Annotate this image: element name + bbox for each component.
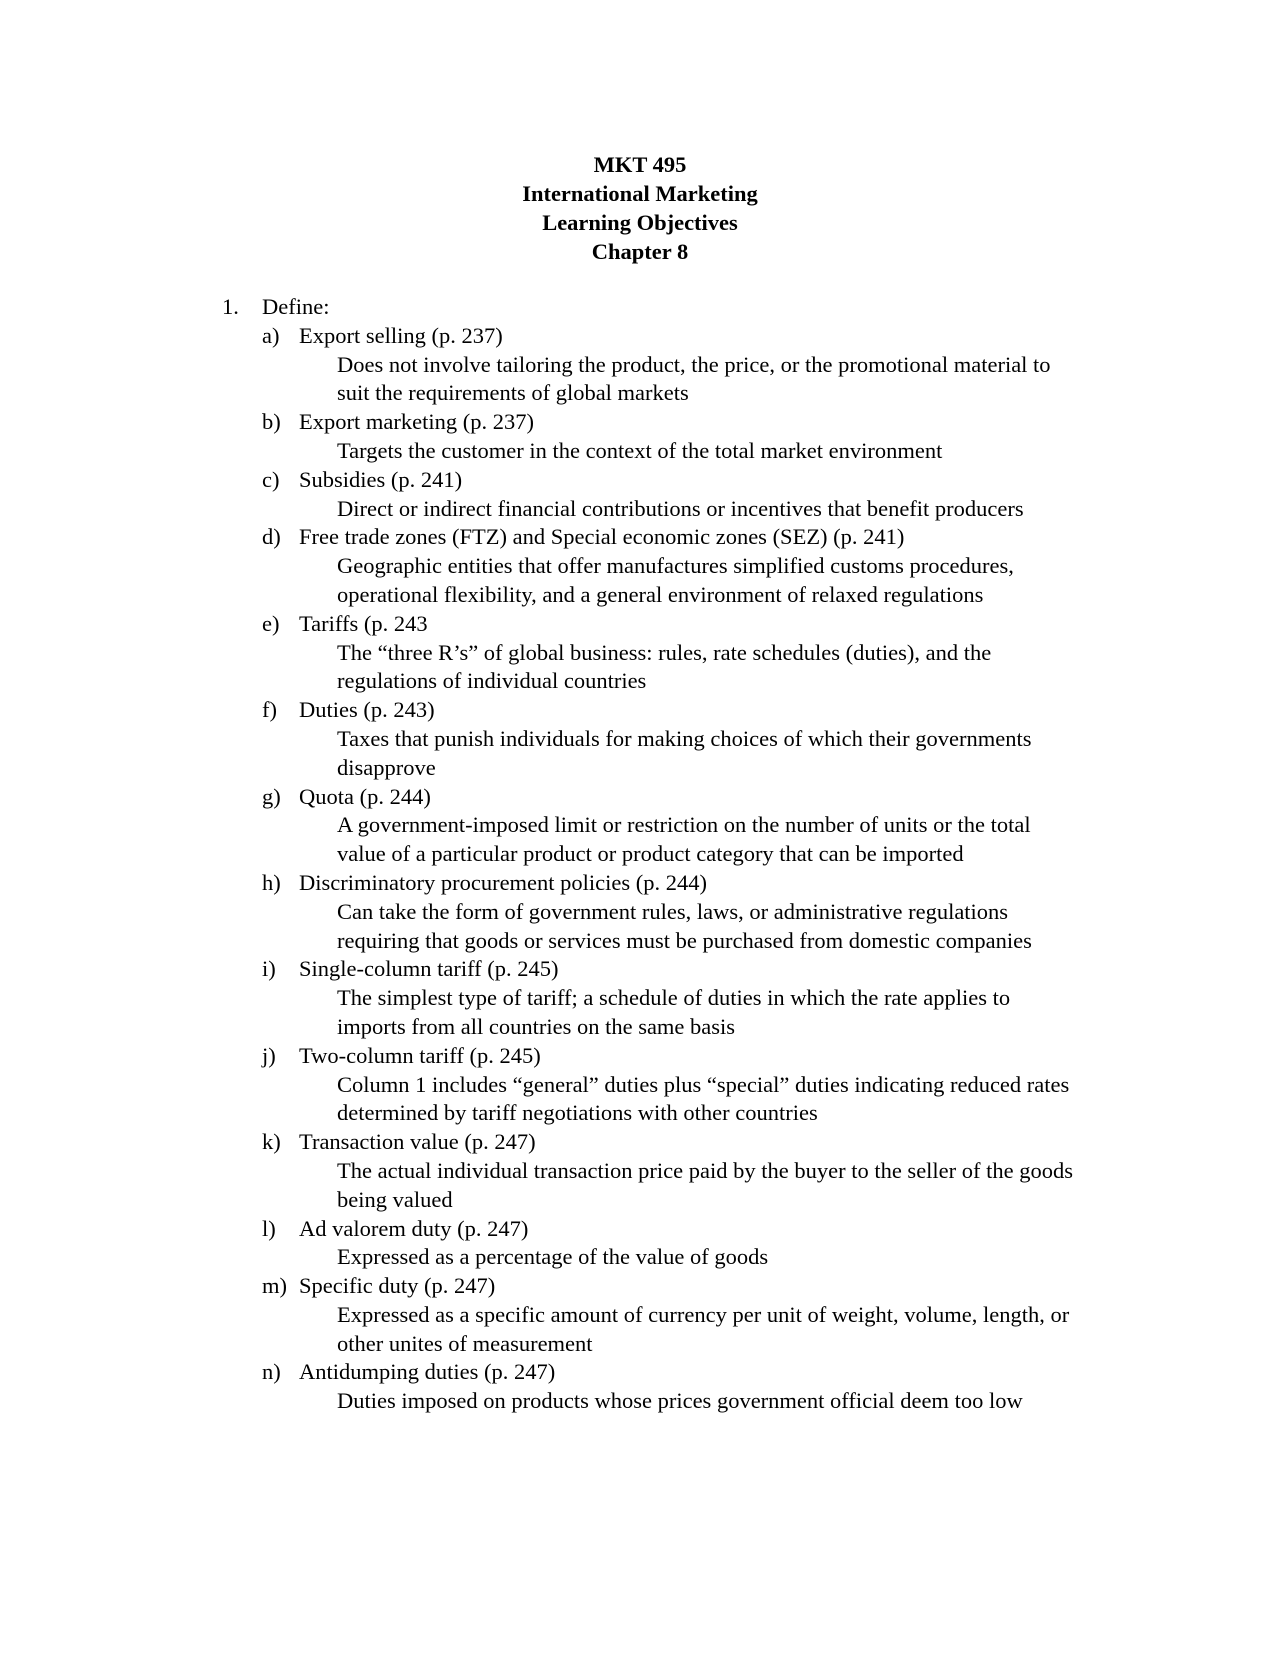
list-item [262, 1042, 1122, 1128]
list-item [262, 466, 1122, 524]
item-letter: m) [262, 1273, 287, 1299]
item-term: Quota (p. 244) [299, 783, 431, 809]
list-item [262, 869, 1122, 955]
item-term: Export selling (p. 237) [299, 322, 503, 348]
question-number: 1. [222, 294, 239, 319]
list-item [262, 322, 1122, 408]
item-letter: e) [262, 610, 280, 636]
item-definition: Targets the customer in the context of the total market environment [337, 437, 943, 463]
item-term: Specific duty (p. 247) [299, 1273, 496, 1299]
item-definition: Does not involve tailoring the product, the price, or the promotional material to suit the requirements of global markets [337, 351, 1051, 406]
question-heading [222, 293, 1122, 322]
item-letter: c) [262, 466, 280, 492]
definition-list [222, 322, 1122, 1416]
question-label: Define: [262, 294, 330, 319]
list-item [262, 523, 1122, 609]
item-term: Export marketing (p. 237) [299, 409, 534, 435]
title-block [0, 150, 1280, 266]
item-letter: f) [262, 697, 277, 723]
item-definition: The actual individual transaction price paid by the buyer to the seller of the goods being valued [337, 1157, 1074, 1212]
list-item [262, 1215, 1122, 1273]
list-item [262, 408, 1122, 466]
item-definition: The “three R’s” of global business: rules, rate schedules (duties), and the regulations of individual countries [337, 639, 992, 694]
item-definition: Geographic entities that offer manufactures simplified customs procedures, operational flexibility, and a general environment of relaxed regulations [337, 553, 1014, 607]
item-term: Duties (p. 243) [299, 697, 435, 723]
item-letter: l) [262, 1215, 276, 1241]
chapter-title: Chapter 8 [591, 239, 689, 264]
item-letter: a) [262, 322, 280, 348]
item-letter: k) [262, 1129, 281, 1155]
item-term: Single-column tariff (p. 245) [299, 956, 559, 982]
item-definition: Can take the form of government rules, laws, or administrative regulations requiring that goods or services must be purchased from domestic companies [337, 898, 1032, 953]
item-letter: b) [262, 409, 281, 435]
item-letter: n) [262, 1359, 281, 1385]
list-item [262, 1358, 1122, 1416]
list-item [262, 783, 1122, 869]
item-term: Subsidies (p. 241) [299, 466, 463, 492]
item-term: Discriminatory procurement policies (p. 244) [299, 869, 708, 895]
item-definition: Direct or indirect financial contributions or incentives that benefit producers [337, 495, 1024, 521]
item-term: Two-column tariff (p. 245) [299, 1042, 541, 1068]
list-item [262, 1272, 1122, 1358]
item-definition: Column 1 includes “general” duties plus “special” duties indicating reduced rates determined by tariff negotiations with other countries [337, 1071, 1070, 1126]
item-letter: h) [262, 869, 281, 895]
item-definition: Expressed as a specific amount of currency per unit of weight, volume, length, or other unites of measurement [337, 1301, 1070, 1356]
list-item [262, 610, 1122, 696]
item-letter: g) [262, 783, 281, 809]
item-letter: d) [262, 524, 281, 550]
item-definition: Duties imposed on products whose prices government official deem too low [337, 1388, 1023, 1414]
list-item [262, 955, 1122, 1041]
item-term: Transaction value (p. 247) [299, 1129, 536, 1155]
item-definition: Expressed as a percentage of the value of goods [337, 1244, 769, 1270]
item-term: Free trade zones (FTZ) and Special economic zones (SEZ) (p. 241) [299, 524, 905, 550]
item-term: Tariffs (p. 243 [299, 610, 428, 636]
course-subject: International Marketing [522, 181, 758, 206]
course-code: MKT 495 [593, 152, 687, 177]
list-item [262, 1128, 1122, 1214]
item-definition: A government-imposed limit or restriction on the number of units or the total value of a particular product or product category that can be imported [337, 812, 1031, 867]
item-term: Antidumping duties (p. 247) [299, 1359, 556, 1385]
question-1 [222, 293, 1122, 1416]
document-type: Learning Objectives [542, 210, 738, 235]
list-item [262, 696, 1122, 782]
item-definition: The simplest type of tariff; a schedule of duties in which the rate applies to imports from all countries on the same basis [337, 985, 1011, 1039]
item-letter: i) [262, 956, 276, 982]
item-letter: j) [262, 1042, 276, 1068]
item-term: Ad valorem duty (p. 247) [299, 1215, 529, 1241]
item-definition: Taxes that punish individuals for making choices of which their governments disapprove [337, 725, 1032, 780]
